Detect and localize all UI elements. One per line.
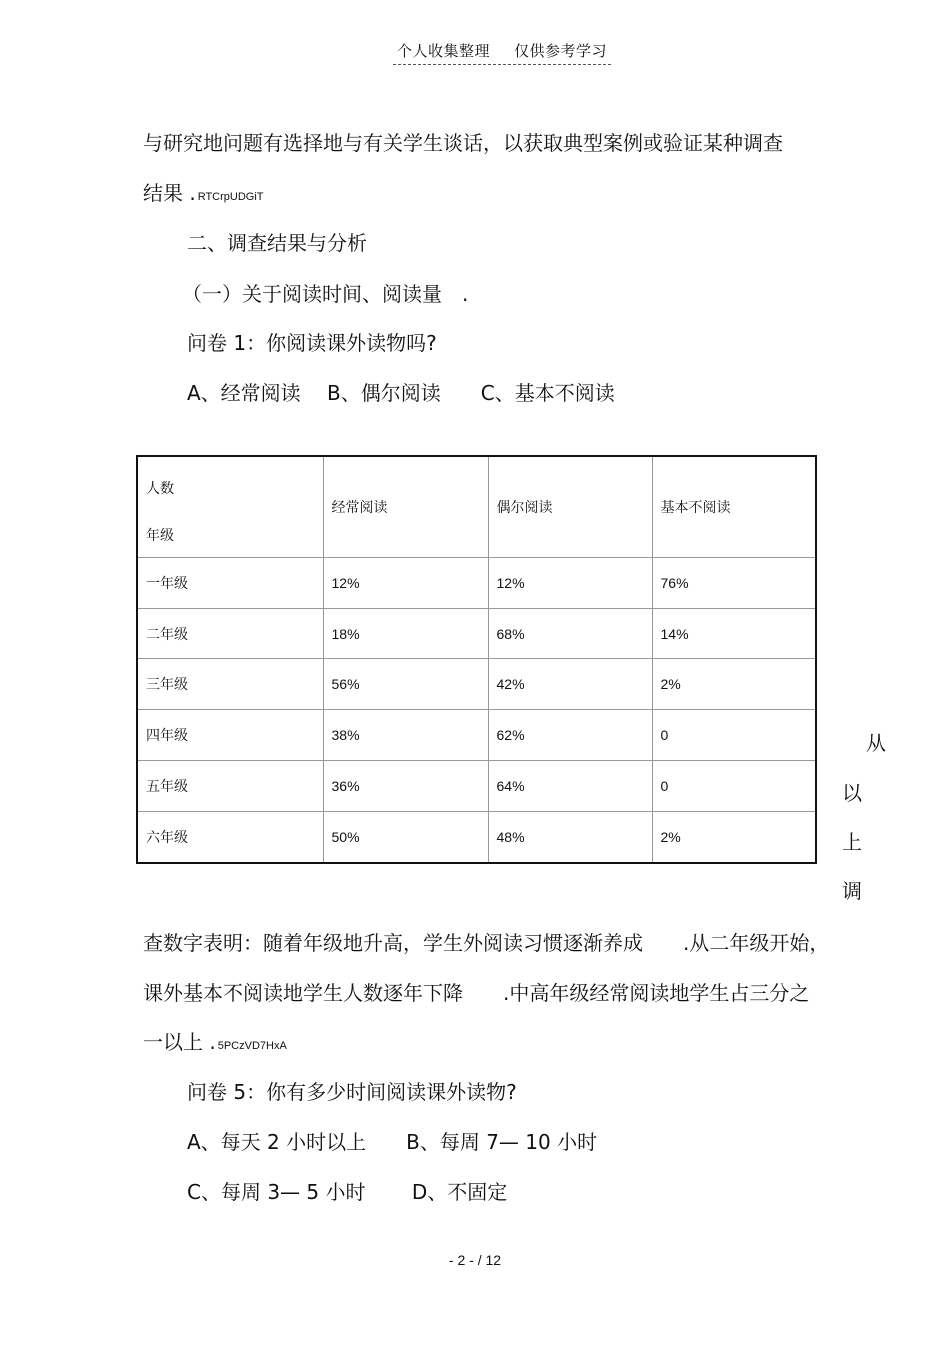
value-cell: 18% bbox=[323, 608, 488, 659]
reading-survey-table bbox=[136, 455, 817, 864]
value-cell: 62% bbox=[488, 710, 652, 761]
value-cell: 68% bbox=[488, 608, 652, 659]
grade-cell: 五年级 bbox=[137, 761, 323, 812]
header-right: 仅供参考学习 bbox=[514, 42, 608, 60]
grade-cell: 六年级 bbox=[137, 812, 323, 863]
value-cell: 0 bbox=[652, 761, 816, 812]
page-number: - 2 - / 12 bbox=[448, 1252, 502, 1268]
paragraph-2-line-3 bbox=[143, 1032, 287, 1052]
paragraph-2-line-2: 课外基本不阅读地学生人数逐年下降 .中高年级经常阅读地学生占三分之 bbox=[143, 981, 810, 1005]
table-header-row bbox=[137, 456, 816, 557]
grade-cell: 四年级 bbox=[137, 710, 323, 761]
value-cell: 0 bbox=[652, 710, 816, 761]
question-5: 问卷 5：你有多少时间阅读课外读物? bbox=[187, 1080, 517, 1104]
value-cell: 2% bbox=[652, 659, 816, 710]
grade-cell: 一年级 bbox=[137, 557, 323, 608]
paragraph-2-line-1: 查数字表明：随着年级地升高，学生外阅读习惯逐渐养成 .从二年级开始， bbox=[143, 931, 830, 955]
value-cell: 12% bbox=[323, 557, 488, 608]
corner-label-people: 人数 bbox=[146, 480, 174, 497]
paragraph-1-line-1: 与研究地问题有选择地与有关学生谈话，以获取典型案例或验证某种调查 bbox=[143, 131, 783, 155]
vertical-text-char: 调 bbox=[842, 879, 862, 903]
table-row bbox=[137, 761, 816, 812]
column-header: 偶尔阅读 bbox=[488, 456, 652, 557]
column-header: 经常阅读 bbox=[323, 456, 488, 557]
value-cell: 12% bbox=[488, 557, 652, 608]
value-cell: 14% bbox=[652, 608, 816, 659]
paragraph-1-line-2-text: 结果 . bbox=[143, 181, 196, 205]
paragraph-1-code: RTCrpUDGiT bbox=[197, 191, 264, 203]
table-row bbox=[137, 557, 816, 608]
header-left: 个人收集整理 bbox=[396, 42, 490, 60]
vertical-text-char: 上 bbox=[842, 830, 862, 854]
value-cell: 56% bbox=[323, 659, 488, 710]
value-cell: 76% bbox=[652, 557, 816, 608]
page-header bbox=[393, 40, 611, 65]
table-row bbox=[137, 608, 816, 659]
corner-label-grade: 年级 bbox=[146, 527, 174, 544]
column-header: 基本不阅读 bbox=[652, 456, 816, 557]
vertical-text-char: 从 bbox=[866, 731, 886, 755]
paragraph-1-line-2 bbox=[143, 183, 264, 203]
question-1: 问卷 1：你阅读课外读物吗? bbox=[187, 331, 437, 355]
paragraph-2-line-3-text: 一以上 . bbox=[143, 1030, 216, 1054]
section-title: 二、调查结果与分析 bbox=[187, 231, 367, 255]
value-cell: 64% bbox=[488, 761, 652, 812]
value-cell: 50% bbox=[323, 812, 488, 863]
value-cell: 42% bbox=[488, 659, 652, 710]
question-5-options-1: A、每天 2 小时以上 B、每周 7— 10 小时 bbox=[187, 1130, 598, 1154]
table-corner-cell bbox=[137, 456, 323, 557]
question-1-options: A、经常阅读 B、偶尔阅读 C、基本不阅读 bbox=[187, 381, 615, 405]
table-row bbox=[137, 812, 816, 863]
subsection-title: （一）关于阅读时间、阅读量 . bbox=[182, 282, 469, 306]
table-row bbox=[137, 659, 816, 710]
table-row bbox=[137, 710, 816, 761]
vertical-text-char: 以 bbox=[842, 781, 862, 805]
value-cell: 48% bbox=[488, 812, 652, 863]
value-cell: 38% bbox=[323, 710, 488, 761]
grade-cell: 二年级 bbox=[137, 608, 323, 659]
paragraph-2-code: 5PCzVD7HxA bbox=[217, 1040, 287, 1052]
question-5-options-2: C、每周 3— 5 小时 D、不固定 bbox=[187, 1180, 508, 1204]
grade-cell: 三年级 bbox=[137, 659, 323, 710]
value-cell: 36% bbox=[323, 761, 488, 812]
value-cell: 2% bbox=[652, 812, 816, 863]
